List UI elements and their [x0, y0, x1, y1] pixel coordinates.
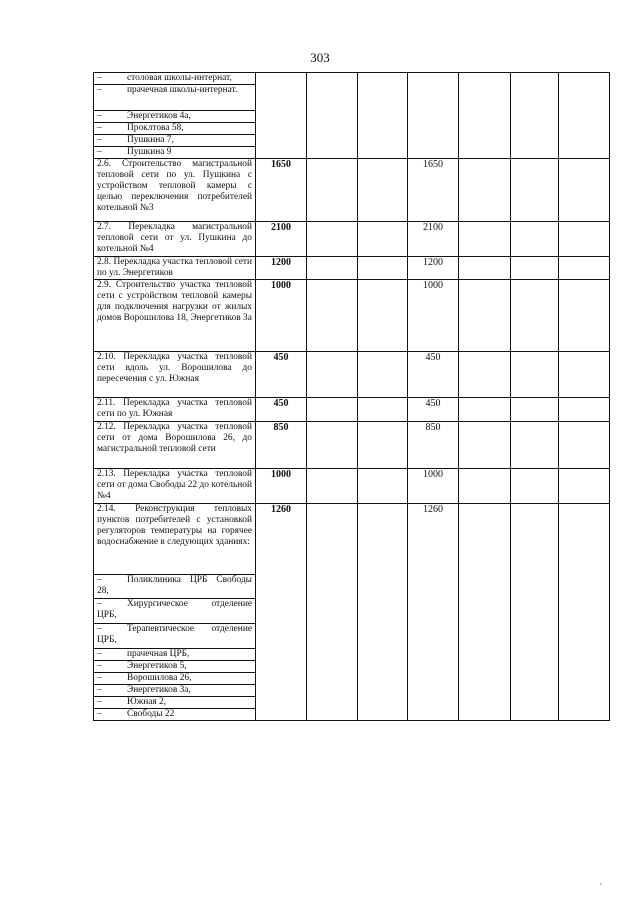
empty-value-cell — [459, 422, 511, 469]
total-value-cell: 850 — [256, 422, 307, 469]
empty-value-cell — [358, 469, 408, 504]
empty-value-cell — [511, 504, 559, 721]
table-row-item — [94, 398, 610, 422]
empty-value-cell — [307, 257, 358, 280]
row-name-cell — [94, 73, 256, 85]
total-value-cell: 1000 — [256, 280, 307, 352]
page-number: 303 — [310, 50, 330, 65]
list-dash: – — [97, 624, 102, 634]
empty-value-cell — [307, 504, 358, 721]
empty-value-cell — [358, 159, 408, 222]
total-value-cell: 1000 — [256, 469, 307, 504]
empty-value-cell — [459, 222, 511, 257]
row-name-text: столовая школы-интернат, — [127, 73, 232, 83]
row-name-cell — [94, 504, 256, 575]
empty-value-cell — [307, 159, 358, 222]
empty-value-cell — [307, 73, 358, 159]
empty-value-cell — [358, 257, 408, 280]
empty-value-cell — [559, 469, 610, 504]
row-name-cell — [94, 85, 256, 111]
list-dash: – — [97, 575, 102, 585]
empty-value-cell — [559, 422, 610, 469]
row-name-cell — [94, 422, 256, 469]
list-dash: – — [97, 123, 102, 133]
empty-value-cell — [358, 504, 408, 721]
row-name-text: 2.7. Перекладка магистральной тепловой сети от ул. Пушкина до котельной №4 — [97, 222, 252, 254]
row-name-text: Пушкина 9 — [127, 147, 172, 157]
row-name-text: 2.14. Реконструкция тепловых пунктов потребителей с установкой регуляторов температуры на горячее водоснабжение в следующих зданиях: — [97, 504, 252, 547]
row-name-cell — [94, 697, 256, 709]
list-dash: – — [97, 73, 102, 83]
row-name-cell — [94, 709, 256, 721]
total-value-cell: 450 — [256, 398, 307, 422]
table-row-sublist — [94, 73, 610, 85]
empty-value-cell — [307, 280, 358, 352]
row-name-text: прачечная ЦРБ, — [127, 649, 190, 659]
empty-value-cell — [511, 73, 559, 159]
row-name-text: 2.9. Строительство участка тепловой сети с устройством тепловой камеры для подключения нагрузки от жилых домов Ворошилова 18, Энергетиков 3а — [97, 280, 252, 323]
row-name-cell — [94, 398, 256, 422]
year-value-cell: 450 — [408, 398, 459, 422]
row-name-text: Энергетиков 5, — [127, 661, 187, 671]
row-name-cell — [94, 123, 256, 135]
year-value-cell: 1000 — [408, 280, 459, 352]
total-value-cell: 1260 — [256, 504, 307, 721]
year-value-cell: 1000 — [408, 469, 459, 504]
list-dash: – — [97, 147, 102, 157]
row-name-text: Хирургическое отделение ЦРБ, — [97, 599, 252, 620]
row-name-text: 2.12. Перекладка участка тепловой сети от дома Ворошилова 26, до магистральной тепловой сети — [97, 422, 252, 454]
row-name-cell — [94, 111, 256, 123]
row-name-cell — [94, 599, 256, 624]
row-name-cell — [94, 661, 256, 673]
list-dash: – — [97, 661, 102, 671]
empty-value-cell — [358, 352, 408, 398]
row-name-text: Энергетиков 3а, — [127, 685, 191, 695]
total-value-cell: 1200 — [256, 257, 307, 280]
row-name-text: 2.8. Перекладка участка тепловой сети по ул. Энергетиков — [97, 257, 252, 278]
empty-value-cell — [511, 422, 559, 469]
empty-value-cell — [307, 422, 358, 469]
row-name-text: Энергетиков 4а, — [127, 111, 191, 121]
empty-value-cell — [559, 398, 610, 422]
empty-value-cell — [358, 422, 408, 469]
row-name-text: Ворошилова 26, — [127, 673, 192, 683]
row-name-text: Терапевтическое отделение ЦРБ, — [97, 624, 252, 645]
total-value-cell — [256, 73, 307, 159]
empty-value-cell — [307, 469, 358, 504]
total-value-cell: 1650 — [256, 159, 307, 222]
empty-value-cell — [358, 73, 408, 159]
empty-value-cell — [459, 469, 511, 504]
year-value-cell: 450 — [408, 352, 459, 398]
row-name-cell — [94, 685, 256, 697]
row-name-cell — [94, 624, 256, 649]
empty-value-cell — [559, 504, 610, 721]
row-name-text: прачечная школы-интернат. — [127, 85, 238, 95]
empty-value-cell — [559, 352, 610, 398]
table-row-item — [94, 469, 610, 504]
list-dash: – — [97, 599, 102, 609]
list-dash: – — [97, 673, 102, 683]
row-name-cell — [94, 257, 256, 280]
row-name-text: 2.11. Перекладка участка тепловой сети по ул. Южная — [97, 398, 252, 419]
row-name-text: 2.13. Перекладка участка тепловой сети от дома Свободы 22 до котельной №4 — [97, 469, 252, 501]
table-row-item — [94, 222, 610, 257]
empty-value-cell — [307, 222, 358, 257]
year-value-cell: 850 — [408, 422, 459, 469]
empty-value-cell — [459, 73, 511, 159]
row-name-cell — [94, 135, 256, 147]
total-value-cell: 450 — [256, 352, 307, 398]
list-dash: – — [97, 697, 102, 707]
scan-mark: , — [600, 877, 602, 886]
empty-value-cell — [459, 280, 511, 352]
plan-table — [93, 72, 610, 721]
empty-value-cell — [307, 398, 358, 422]
empty-value-cell — [459, 398, 511, 422]
row-name-cell — [94, 649, 256, 661]
total-value-cell: 2100 — [256, 222, 307, 257]
empty-value-cell — [358, 398, 408, 422]
empty-value-cell — [358, 222, 408, 257]
table-row-item — [94, 422, 610, 469]
row-name-cell — [94, 222, 256, 257]
table-row-item — [94, 352, 610, 398]
empty-value-cell — [459, 352, 511, 398]
empty-value-cell — [511, 398, 559, 422]
row-name-text: Южная 2, — [127, 697, 167, 707]
list-dash: – — [97, 685, 102, 695]
empty-value-cell — [511, 352, 559, 398]
year-value-cell: 2100 — [408, 222, 459, 257]
empty-value-cell — [307, 352, 358, 398]
row-name-cell — [94, 469, 256, 504]
row-name-text: 2.10. Перекладка участка тепловой сети вдоль ул. Ворошилова до пересечения с ул. Южная — [97, 352, 252, 384]
row-name-cell — [94, 673, 256, 685]
empty-value-cell — [511, 159, 559, 222]
empty-value-cell — [459, 257, 511, 280]
empty-value-cell — [559, 159, 610, 222]
empty-value-cell — [459, 504, 511, 721]
empty-value-cell — [511, 222, 559, 257]
row-name-cell — [94, 147, 256, 159]
empty-value-cell — [511, 257, 559, 280]
empty-value-cell — [511, 469, 559, 504]
year-value-cell: 1650 — [408, 159, 459, 222]
empty-value-cell — [559, 280, 610, 352]
table-row-item — [94, 159, 610, 222]
table-row-item — [94, 504, 610, 575]
list-dash: – — [97, 135, 102, 145]
list-dash: – — [97, 709, 102, 719]
empty-value-cell — [559, 73, 610, 159]
empty-value-cell — [559, 222, 610, 257]
row-name-text: 2.6. Строительство магистральной тепловой сети по ул. Пушкина с устройством тепловой камеры с целью переключения потребителей котельной №3 — [97, 159, 252, 213]
list-dash: – — [97, 111, 102, 121]
empty-value-cell — [559, 257, 610, 280]
row-name-cell — [94, 280, 256, 352]
row-name-text: Свободы 22 — [127, 709, 175, 719]
list-dash: – — [97, 649, 102, 659]
year-value-cell: 1200 — [408, 257, 459, 280]
row-name-cell — [94, 159, 256, 222]
list-dash: – — [97, 85, 102, 95]
row-name-cell — [94, 352, 256, 398]
table-row-item — [94, 280, 610, 352]
row-name-text: Пушкина 7, — [127, 135, 174, 145]
year-value-cell: 1260 — [408, 504, 459, 721]
row-name-text: Поликлиника ЦРБ Свободы 28, — [97, 575, 252, 596]
row-name-text: Проклтова 58, — [127, 123, 184, 133]
empty-value-cell — [511, 280, 559, 352]
empty-value-cell — [459, 159, 511, 222]
row-name-cell — [94, 575, 256, 599]
table-row-item — [94, 257, 610, 280]
empty-value-cell — [358, 280, 408, 352]
year-value-cell — [408, 73, 459, 159]
